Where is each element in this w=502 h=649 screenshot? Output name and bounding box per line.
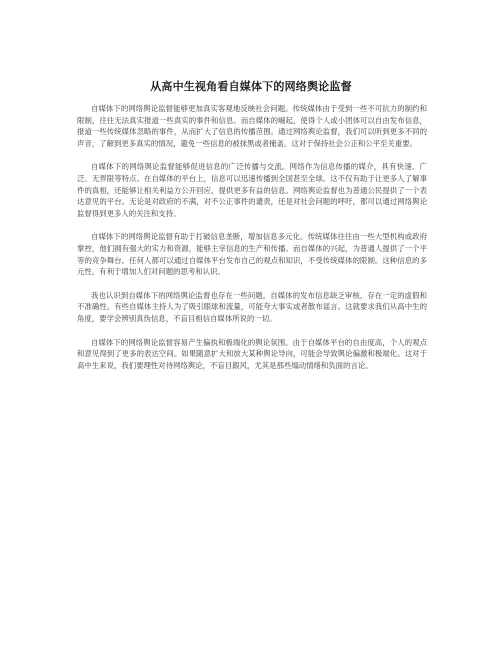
- paragraph-4: 我也认识到自媒体下的网络舆论监督也存在一些问题。自媒体的发布信息缺乏审核，存在一定的虚假和不准确性。有些自媒体主持人为了吸引眼球和流量，可能夸大事实或者散布谣言。这就要求我们从高中生的角度，要学会辨别真伪信息，不盲目相信自媒体所说的一切。: [77, 290, 427, 323]
- paragraph-2: 自媒体下的网络舆论监督能够促进信息的广泛传播与交流。网络作为信息传播的媒介，具有快速、广泛、无界限等特点。在自媒体的平台上，信息可以迅速传播到全国甚至全球。这不仅有助于让更多人了解事件的真相，还能够让相关利益方公开回应，提供更多有益的信息。网络舆论监督也为普通公民提供了一个表达意见的平台。无论是对政府的不满，对不公正事件的谴责，还是对社会问题的呼吁，都可以通过网络舆论监督得到更多人的关注和支持。: [77, 162, 427, 218]
- document-title: 从高中生视角看自媒体下的网络舆论监督: [150, 80, 352, 93]
- paragraph-1: 自媒体下的网络舆论监督能够更加真实客观地反映社会问题。传统媒体由于受到一些不可抗力的制约和限制，往往无法真实报道一些真实的事件和信息。而自媒体的崛起，使得个人或小团体可以自由发布信息，报道一些传统媒体忽略的事件，从而扩大了信息的传播范围。通过网络舆论监督，我们可以听到更多不同的声音，了解到更多真实的情况，避免一些信息的被抹黑或者掩盖。这对于保持社会公正和公平至关重要。: [77, 104, 427, 148]
- document-body: [77, 103, 427, 383]
- paragraph-3: 自媒体下的网络舆论监督有助于打破信息垄断，增加信息多元化。传统媒体往往由一些大型机构或政府掌控，他们拥有强大的实力和资源，能够主宰信息的生产和传播。而自媒体的兴起，为普通人提供了一个平等的竞争舞台。任何人都可以通过自媒体平台发布自己的观点和知识，不受传统媒体的限制。这种信息的多元性，有利于增加人们对问题的思考和认识。: [77, 232, 427, 277]
- paragraph-5: 自媒体下的网络舆论监督容易产生偏执和极端化的舆论氛围。由于自媒体平台的自由度高，个人的观点和意见得到了更多的表达空间。如果随意扩大和放大某种舆论导向，可能会导致舆论偏激和极端化。这对于高中生来说，我们要理性对待网络舆论，不盲目跟风，尤其是那些煽动情绪和负面的言论。: [77, 337, 427, 370]
